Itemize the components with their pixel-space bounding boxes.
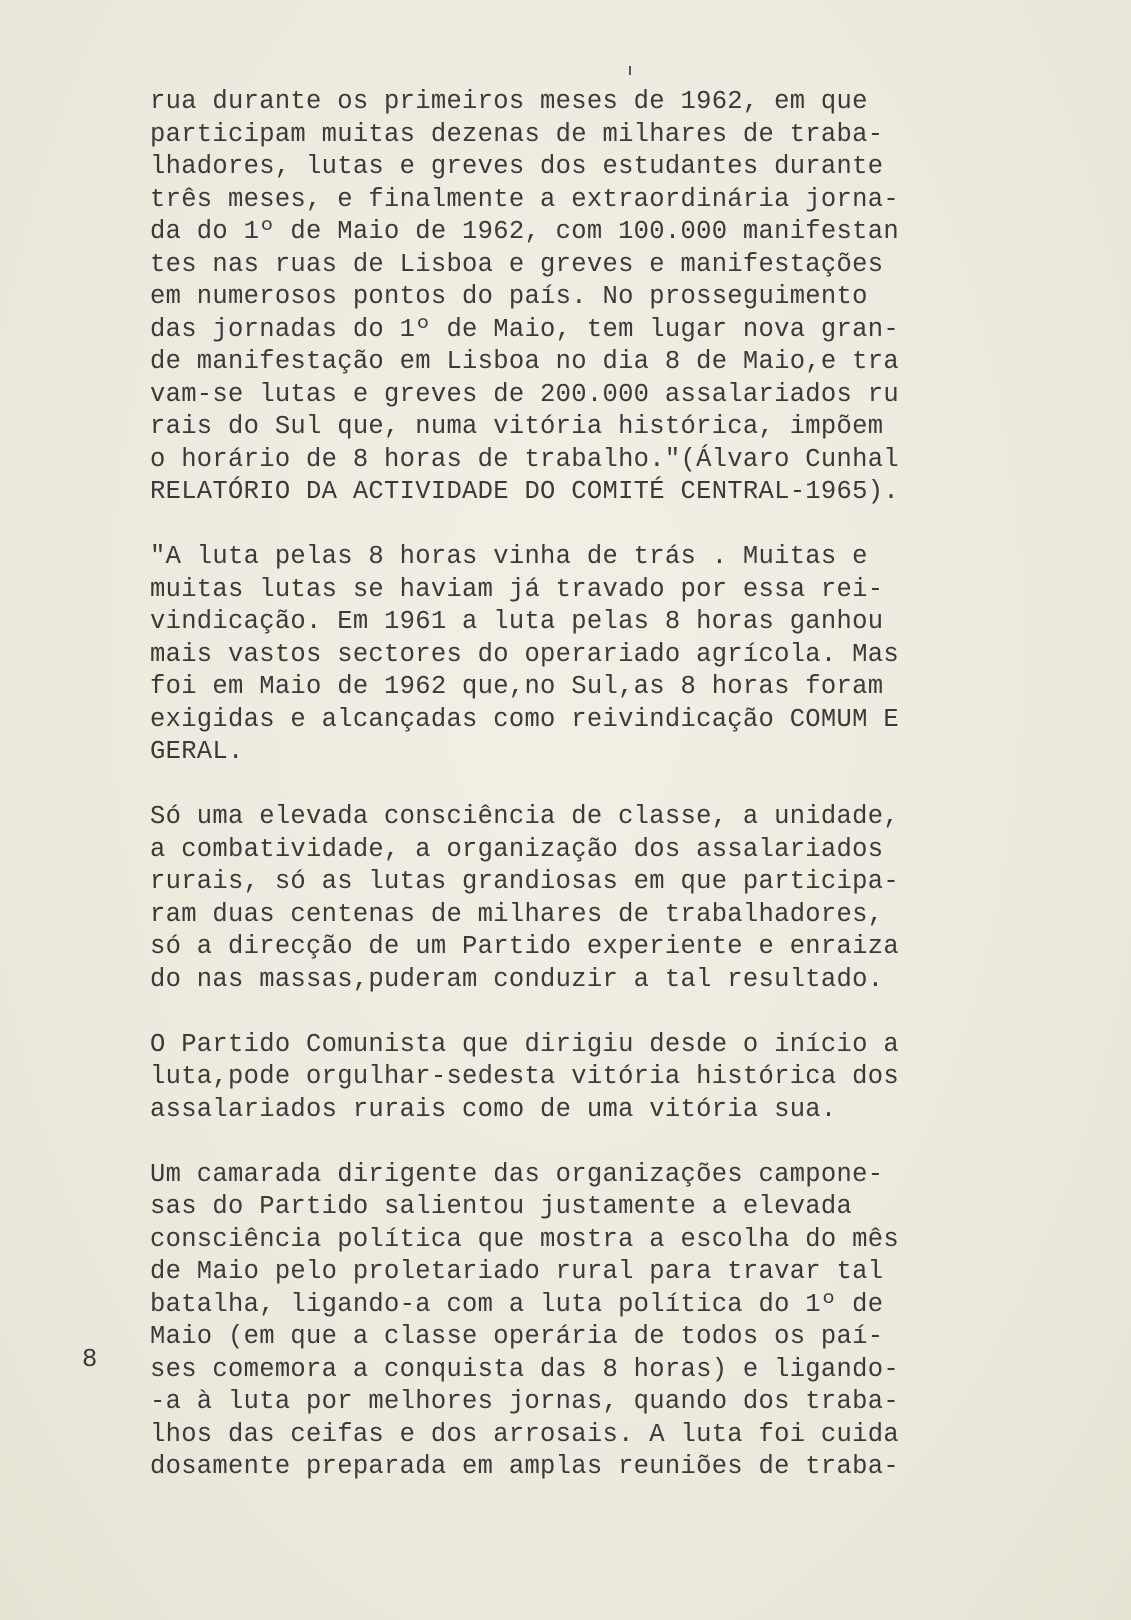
document-body	[150, 86, 1030, 1516]
text-line: o horário de 8 horas de trabalho."(Álvaro Cunhal	[150, 444, 899, 474]
text-line: batalha, ligando-a com a luta política do 1º de	[150, 1289, 884, 1319]
text-line: O Partido Comunista que dirigiu desde o início a	[150, 1029, 899, 1059]
text-line: Um camarada dirigente das organizações campone-	[150, 1159, 884, 1189]
text-line: assalariados rurais como de uma vitória sua.	[150, 1094, 837, 1124]
text-line: luta,pode orgulhar-sedesta vitória histórica dos	[150, 1062, 899, 1091]
top-mark	[629, 66, 631, 75]
text-line: mais vastos sectores do operariado agrícola. Mas	[150, 639, 899, 669]
text-line: em numerosos pontos do país. No prosseguimento	[150, 282, 868, 311]
text-line: de Maio pelo proletariado rural para travar tal	[150, 1257, 884, 1286]
text-line: consciência política que mostra a escolha do mês	[150, 1224, 899, 1254]
text-line: foi em Maio de 1962 que,no Sul,as 8 horas foram	[150, 672, 884, 701]
paragraph	[150, 86, 1030, 509]
paragraph	[150, 1029, 1030, 1127]
text-line: Só uma elevada consciência de classe, a unidade,	[150, 802, 899, 831]
text-line: lhadores, lutas e greves dos estudantes durante	[150, 152, 884, 181]
text-line: Maio (em que a classe operária de todos os paí-	[150, 1322, 884, 1351]
text-line: vam-se lutas e greves de 200.000 assalariados ru	[150, 379, 899, 409]
text-line: muitas lutas se haviam já travado por essa rei-	[150, 574, 884, 604]
text-line: rurais, só as lutas grandiosas em que participa-	[150, 867, 899, 896]
text-line: rua durante os primeiros meses de 1962, em que	[150, 87, 868, 116]
text-line: tes nas ruas de Lisboa e greves e manifestações	[150, 249, 884, 279]
text-line: participam muitas dezenas de milhares de traba-	[150, 119, 884, 149]
text-line: RELATÓRIO DA ACTIVIDADE DO COMITÉ CENTRAL-1965).	[150, 477, 899, 506]
text-line: rais do Sul que, numa vitória histórica, impõem	[150, 412, 884, 441]
text-line: GERAL.	[150, 737, 244, 766]
text-line: "A luta pelas 8 horas vinha de trás . Muitas e	[150, 542, 868, 571]
text-line: três meses, e finalmente a extraordinária jorna-	[150, 184, 899, 214]
text-line: do nas massas,puderam conduzir a tal resultado.	[150, 964, 884, 994]
text-line: das jornadas do 1º de Maio, tem lugar nova gran-	[150, 314, 899, 344]
text-line: de manifestação em Lisboa no dia 8 de Maio,e tra	[150, 347, 899, 376]
text-line: -a à luta por melhores jornas, quando dos traba-	[150, 1387, 899, 1416]
text-line: da do 1º de Maio de 1962, com 100.000 manifestan	[150, 217, 899, 246]
text-line: ram duas centenas de milhares de trabalhadores,	[150, 899, 884, 929]
page-number: 8	[82, 1345, 98, 1374]
paragraph	[150, 1159, 1030, 1484]
text-line: dosamente preparada em amplas reuniões de traba-	[150, 1452, 899, 1481]
text-line: vindicação. Em 1961 a luta pelas 8 horas ganhou	[150, 607, 884, 636]
text-line: só a direcção de um Partido experiente e enraiza	[150, 932, 899, 961]
paragraph	[150, 541, 1030, 769]
text-line: ses comemora a conquista das 8 horas) e ligando-	[150, 1354, 899, 1384]
text-line: lhos das ceifas e dos arrosais. A luta foi cuida	[150, 1419, 899, 1449]
text-line: a combatividade, a organização dos assalariados	[150, 834, 884, 864]
paragraph	[150, 801, 1030, 996]
text-line: exigidas e alcançadas como reivindicação COMUM E	[150, 704, 899, 734]
text-line: sas do Partido salientou justamente a elevada	[150, 1192, 853, 1221]
